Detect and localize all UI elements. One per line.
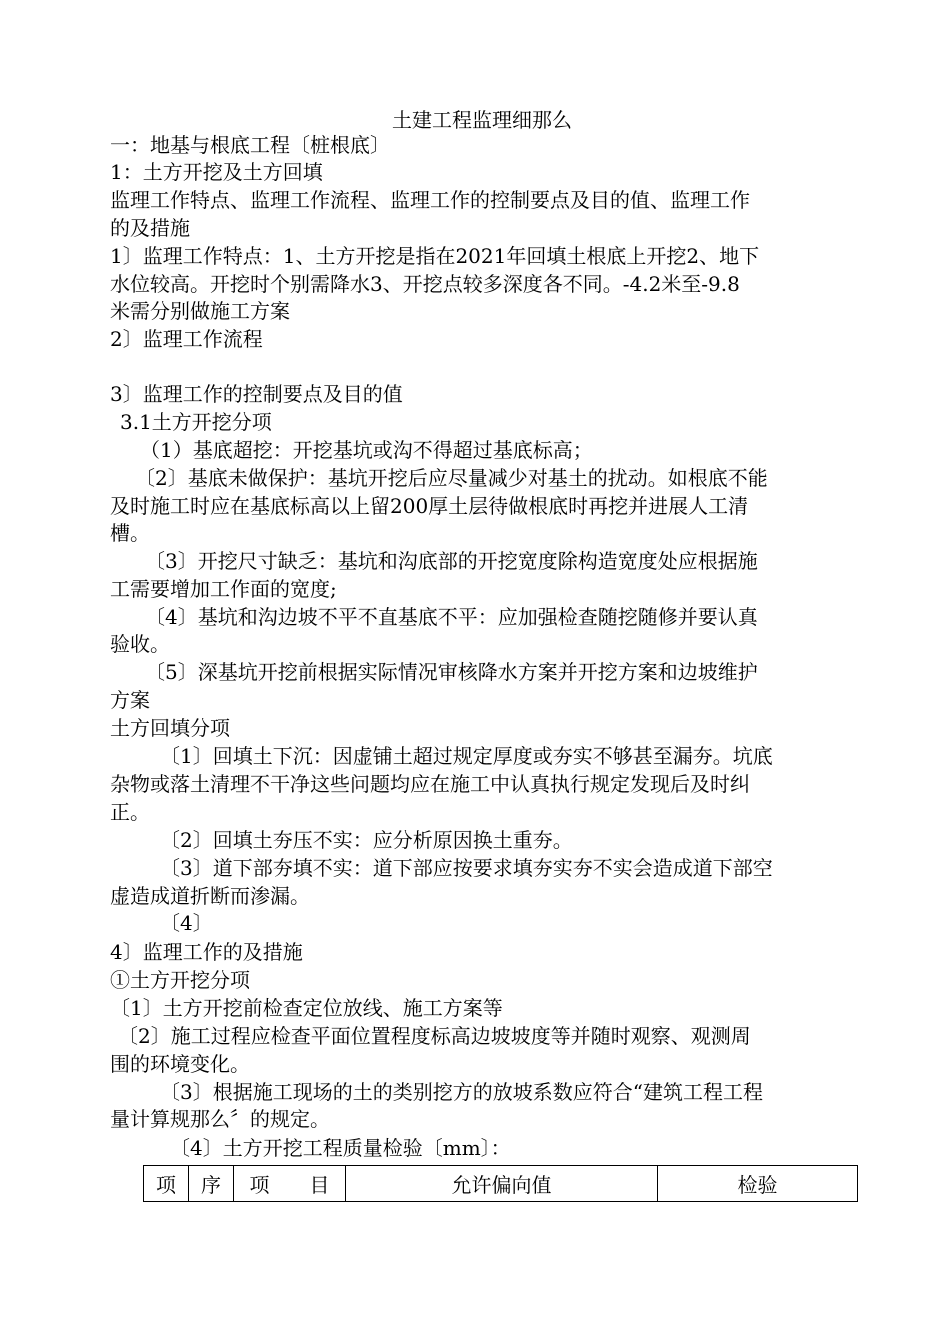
paragraph-line: 〔2〕基底未做保护：基坑开挖后应尽量减少对基土的扰动。如根底不能	[135, 466, 768, 490]
table-header-cell: 序	[189, 1166, 234, 1202]
paragraph-line: 验收。	[110, 632, 170, 656]
paragraph-line: 〔2〕回填土夯压不实：应分析原因换土重夯。	[160, 828, 573, 852]
paragraph-line: 及时施工时应在基底标高以上留200厚土层待做根底时再挖并进展人工清	[110, 494, 749, 518]
table-header-cell: 允许偏向值	[346, 1166, 658, 1202]
paragraph-line: 杂物或落土清理不干净这些问题均应在施工中认真执行规定发现后及时纠	[110, 772, 750, 796]
table-header-cell: 项 目	[234, 1166, 346, 1202]
paragraph-line: 4〕监理工作的及措施	[110, 940, 303, 964]
paragraph-line: 〔4〕	[160, 911, 213, 935]
paragraph-line: 的及措施	[110, 216, 190, 240]
paragraph-line: 〔2〕施工过程应检查平面位置程度标高边坡坡度等并随时观察、观测周	[118, 1024, 751, 1048]
paragraph-line: 土方回填分项	[110, 716, 230, 740]
paragraph-line: 正。	[110, 800, 150, 824]
paragraph-line: 虚造成道折断而渗漏。	[110, 884, 310, 908]
quality-inspection-table	[143, 1165, 858, 1202]
paragraph-line: 监理工作特点、监理工作流程、监理工作的控制要点及目的值、监理工作	[110, 188, 750, 212]
paragraph-line: 量计算规那么〞的规定。	[110, 1107, 330, 1131]
table-header-cell: 检验	[658, 1166, 858, 1202]
paragraph-line: 围的环境变化。	[110, 1052, 250, 1076]
paragraph-line: 3.1土方开挖分项	[120, 410, 272, 434]
paragraph-line: 3〕监理工作的控制要点及目的值	[110, 382, 403, 406]
table-header-cell: 项	[144, 1166, 189, 1202]
paragraph-line: 〔4〕基坑和沟边坡不平不直基底不平：应加强检查随挖随修并要认真	[145, 605, 758, 629]
paragraph-line: 2〕监理工作流程	[110, 327, 263, 351]
paragraph-line: ①土方开挖分项	[110, 968, 250, 992]
paragraph-line: 工需要增加工作面的宽度;	[110, 577, 337, 601]
doc-title: 土建工程监理细那么	[392, 108, 572, 132]
paragraph-line: 〔1〕回填土下沉：因虚铺土超过规定厚度或夯实不够甚至漏夯。坑底	[160, 744, 773, 768]
paragraph-line: 〔5〕深基坑开挖前根据实际情况审核降水方案并开挖方案和边坡维护	[145, 660, 758, 684]
paragraph-line: 1〕监理工作特点：1、土方开挖是指在2021年回填土根底上开挖2、地下	[110, 244, 760, 268]
table-header-row	[144, 1166, 858, 1202]
paragraph-line: 方案	[110, 688, 150, 712]
paragraph-line: 〔3〕开挖尺寸缺乏：基坑和沟底部的开挖宽度除构造宽度处应根据施	[145, 549, 758, 573]
paragraph-line: 〔3〕根据施工现场的土的类别挖方的放坡系数应符合“建筑工程工程	[160, 1080, 763, 1104]
paragraph-line: 槽。	[110, 521, 150, 545]
paragraph-line: 〔1〕土方开挖前检查定位放线、施工方案等	[110, 996, 503, 1020]
section-heading: 一：地基与根底工程〔桩根底〕	[110, 133, 390, 157]
paragraph-line: 米需分别做施工方案	[110, 299, 290, 323]
subsection-heading: 1：土方开挖及土方回填	[110, 160, 323, 184]
paragraph-line: 水位较高。开挖时个别需降水3、开挖点较多深度各不同。-4.2米至-9.8	[110, 272, 740, 296]
paragraph-line: 〔3〕道下部夯填不实：道下部应按要求填夯实夯不实会造成道下部空	[160, 856, 773, 880]
paragraph-line: （1）基底超挖：开挖基坑或沟不得超过基底标高；	[140, 438, 593, 462]
paragraph-line: 〔4〕土方开挖工程质量检验〔mm〕：	[170, 1136, 511, 1160]
